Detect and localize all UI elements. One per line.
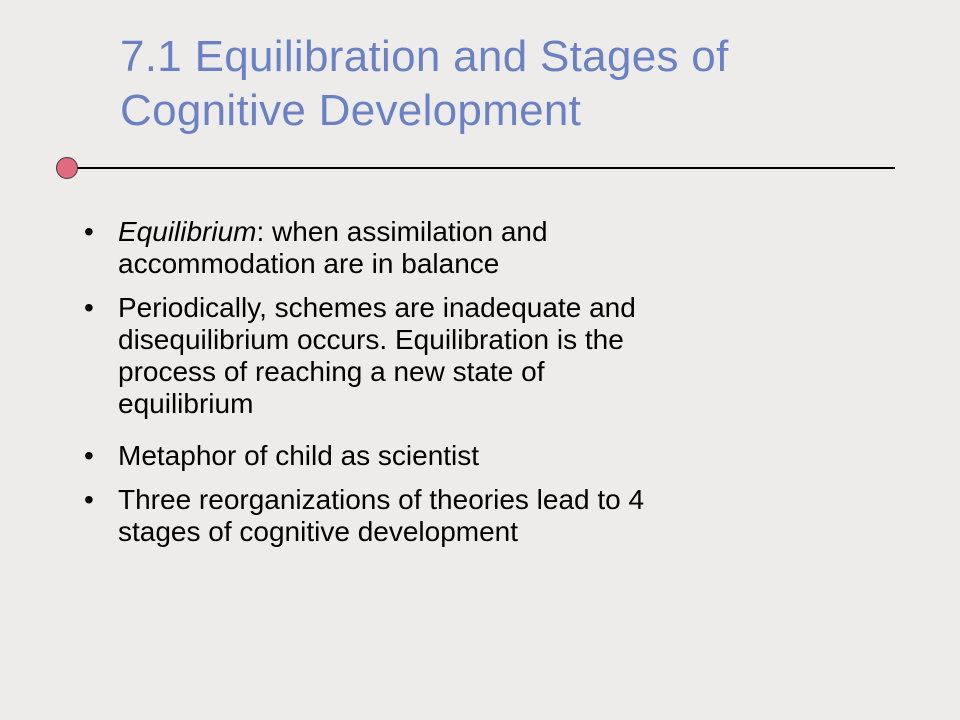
bullet-icon: • — [84, 440, 94, 471]
bullet-icon: • — [84, 484, 94, 515]
bullet-icon: • — [84, 292, 94, 323]
bullet-text-line: accommodation are in balance — [118, 248, 500, 279]
bullet-text-line: stages of cognitive development — [118, 516, 519, 547]
bullet-list — [80, 216, 870, 560]
bullet-item-disequilibrium — [80, 292, 870, 420]
slide-title-line-1: 7.1 Equilibration and Stages of — [120, 32, 729, 81]
bullet-text-segment: : when assimilation and — [256, 216, 548, 247]
bullet-text-line: Three reorganizations of theories lead to 4 — [118, 484, 645, 515]
term-equilibrium: Equilibrium — [118, 216, 257, 247]
bullet-text-line — [118, 216, 870, 248]
bullet-item-metaphor — [80, 440, 870, 472]
bullet-text-line: process of reaching a new state of — [118, 356, 545, 387]
bullet-icon: • — [84, 216, 94, 247]
divider-circle-icon — [56, 157, 78, 179]
title-divider-line — [68, 167, 895, 169]
slide-title-line-2: Cognitive Development — [120, 86, 582, 135]
bullet-item-equilibrium — [80, 216, 870, 280]
bullet-text-line: equilibrium — [118, 388, 254, 419]
slide-title — [120, 30, 920, 138]
bullet-text-line: Metaphor of child as scientist — [118, 440, 480, 471]
bullet-text-line: disequilibrium occurs. Equilibration is the — [118, 324, 624, 355]
bullet-text-line: Periodically, schemes are inadequate and — [118, 292, 636, 323]
bullet-item-reorganizations — [80, 484, 870, 548]
